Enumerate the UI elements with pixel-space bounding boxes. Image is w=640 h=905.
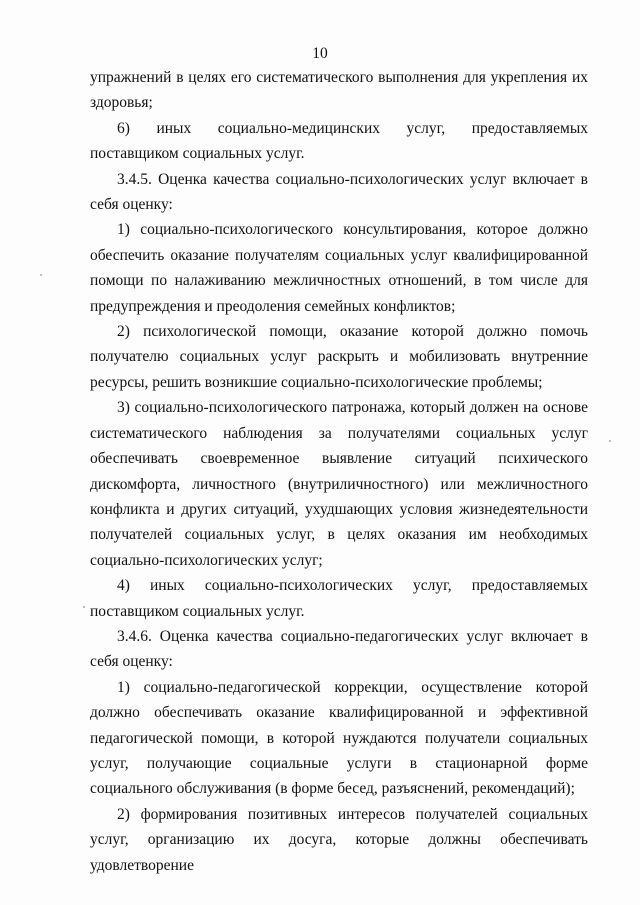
paragraph: 4) иных социально-психологических услуг, предоставляемых поставщиком социальных услуг. bbox=[90, 577, 588, 620]
scan-speck bbox=[83, 606, 85, 608]
paragraph: 1) социально-психологического консультирования, которое должно обеспечить оказание получателям социальных услуг квалифицированной помощи по налаживанию межличностных отношений, в том числе для предупреждения и преодоления семейных конфликтов; bbox=[90, 221, 588, 315]
document-body bbox=[90, 65, 588, 878]
paragraph: 6) иных социально-медицинских услуг, предоставляемых поставщиком социальных услуг. bbox=[90, 119, 588, 163]
paragraph: 1) социально-педагогической коррекции, осуществление которой должно обеспечивать оказание квалифицированной и эффективной педагогической помощи, в которой нуждаются получатели социальных услуг, получающие социальные услуги в стационарной форме социального обслуживания (в форме бесед, разъяснений, рекомендаций); bbox=[90, 678, 588, 798]
paragraph: 2) формирования позитивных интересов получателей социальных услуг, организацию их досуга, которые должны обеспечивать удовлетворение bbox=[90, 805, 588, 874]
paragraph: 3) социально-психологического патронажа, который должен на основе систематического наблюдения за получателями социальных услуг обеспечивать своевременное выявление ситуаций психического дискомфорта, личностного (внутриличностного) или межличностного конфликта и других ситуаций, ухудшающих условия жизнедеятельности получателей социальных услуг, в целях оказания им необходимых социально-психологических услуг; bbox=[90, 399, 588, 569]
paragraph: 3.4.6. Оценка качества социально-педагогических услуг включает в себя оценку: bbox=[90, 627, 588, 671]
paragraph: 2) психологической помощи, оказание которой должно помочь получателю социальных услуг раскрыть и мобилизовать внутренние ресурсы, решить возникшие социально-психологические проблемы; bbox=[90, 323, 588, 391]
scan-speck bbox=[40, 274, 42, 276]
paragraph: 3.4.5. Оценка качества социально-психологических услуг включает в себя оценку: bbox=[90, 170, 588, 214]
page-number: 10 bbox=[312, 45, 328, 62]
scan-speck bbox=[609, 440, 611, 442]
paragraph: упражнений в целях его систематического выполнения для укрепления их здоровья; bbox=[90, 69, 588, 112]
